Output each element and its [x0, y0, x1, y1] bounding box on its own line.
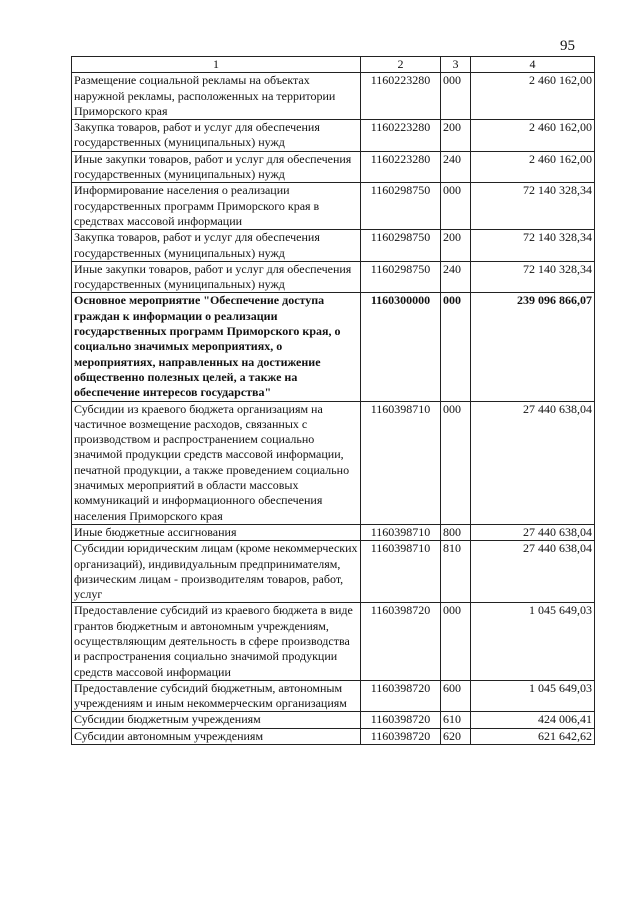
row-target-code: 1160398710	[361, 524, 441, 540]
row-expense-type: 620	[441, 728, 471, 744]
row-target-code: 1160398720	[361, 728, 441, 744]
row-description: Предоставление субсидий бюджетным, автономным учреждениям и иным некоммерческим организациям	[72, 680, 361, 712]
row-expense-type: 000	[441, 293, 471, 401]
row-expense-type: 200	[441, 230, 471, 262]
row-expense-type: 200	[441, 120, 471, 152]
row-target-code: 1160398720	[361, 680, 441, 712]
row-target-code: 1160398710	[361, 401, 441, 524]
row-amount: 424 006,41	[471, 712, 595, 728]
row-expense-type: 000	[441, 183, 471, 230]
row-amount: 27 440 638,04	[471, 401, 595, 524]
row-description: Субсидии из краевого бюджета организациям на частичное возмещение расходов, связанных с производством и распространением социально значимой продукции средств массовой информации, печатной продукции, а также проведением социально значимых мероприятий в области массовых коммуникаций и информационного обеспечения населения Приморского края	[72, 401, 361, 524]
table-row	[72, 401, 595, 524]
row-description: Субсидии автономным учреждениям	[72, 728, 361, 744]
row-description: Субсидии юридическим лицам (кроме некоммерческих организаций), индивидуальным предпринимателям, физическим лицам - производителям товаров, работ, услуг	[72, 541, 361, 603]
row-expense-type: 000	[441, 603, 471, 680]
column-header-1: 1	[72, 57, 361, 73]
row-expense-type: 000	[441, 73, 471, 120]
table-row	[72, 230, 595, 262]
row-description: Закупка товаров, работ и услуг для обеспечения государственных (муниципальных) нужд	[72, 230, 361, 262]
table-row	[72, 603, 595, 680]
table-header-row	[72, 57, 595, 73]
row-amount: 72 140 328,34	[471, 261, 595, 293]
table-row	[72, 541, 595, 603]
row-target-code: 1160223280	[361, 151, 441, 183]
column-header-2: 2	[361, 57, 441, 73]
row-target-code: 1160300000	[361, 293, 441, 401]
table-row	[72, 680, 595, 712]
row-expense-type: 240	[441, 261, 471, 293]
row-amount: 27 440 638,04	[471, 524, 595, 540]
row-amount: 239 096 866,07	[471, 293, 595, 401]
budget-table	[71, 56, 595, 745]
table-row	[72, 183, 595, 230]
row-description: Иные бюджетные ассигнования	[72, 524, 361, 540]
row-amount: 1 045 649,03	[471, 603, 595, 680]
row-description: Размещение социальной рекламы на объектах наружной рекламы, расположенных на территории Приморского края	[72, 73, 361, 120]
table-row	[72, 728, 595, 744]
row-amount: 1 045 649,03	[471, 680, 595, 712]
row-target-code: 1160298750	[361, 183, 441, 230]
column-header-3: 3	[441, 57, 471, 73]
row-expense-type: 810	[441, 541, 471, 603]
row-target-code: 1160223280	[361, 73, 441, 120]
row-description: Основное мероприятие "Обеспечение доступа граждан к информации о реализации государственных программ Приморского края, о социально значимых мероприятиях, о мероприятиях, направленных на достижение общественно полезных целей, а также на обеспечение интересов государства"	[72, 293, 361, 401]
row-description: Предоставление субсидий из краевого бюджета в виде грантов бюджетным и автономным учреждениям, осуществляющим деятельность в сфере производства и распространения социально значимой продукции средств массовой информации	[72, 603, 361, 680]
row-target-code: 1160223280	[361, 120, 441, 152]
table-row	[72, 293, 595, 401]
row-description: Закупка товаров, работ и услуг для обеспечения государственных (муниципальных) нужд	[72, 120, 361, 152]
row-amount: 27 440 638,04	[471, 541, 595, 603]
column-header-4: 4	[471, 57, 595, 73]
row-description: Субсидии бюджетным учреждениям	[72, 712, 361, 728]
row-expense-type: 000	[441, 401, 471, 524]
row-expense-type: 240	[441, 151, 471, 183]
row-expense-type: 600	[441, 680, 471, 712]
row-target-code: 1160298750	[361, 230, 441, 262]
row-amount: 72 140 328,34	[471, 230, 595, 262]
row-description: Иные закупки товаров, работ и услуг для обеспечения государственных (муниципальных) нужд	[72, 261, 361, 293]
row-target-code: 1160398720	[361, 712, 441, 728]
row-expense-type: 800	[441, 524, 471, 540]
table-row	[72, 151, 595, 183]
row-expense-type: 610	[441, 712, 471, 728]
table-row	[72, 524, 595, 540]
row-target-code: 1160298750	[361, 261, 441, 293]
row-amount: 2 460 162,00	[471, 120, 595, 152]
row-amount: 2 460 162,00	[471, 151, 595, 183]
row-target-code: 1160398710	[361, 541, 441, 603]
table-row	[72, 73, 595, 120]
table-row	[72, 120, 595, 152]
table-row	[72, 712, 595, 728]
row-description: Информирование населения о реализации государственных программ Приморского края в средствах массовой информации	[72, 183, 361, 230]
table-row	[72, 261, 595, 293]
row-amount: 72 140 328,34	[471, 183, 595, 230]
row-target-code: 1160398720	[361, 603, 441, 680]
page-number: 95	[560, 38, 575, 54]
row-amount: 621 642,62	[471, 728, 595, 744]
table-body	[72, 73, 595, 745]
row-description: Иные закупки товаров, работ и услуг для обеспечения государственных (муниципальных) нужд	[72, 151, 361, 183]
row-amount: 2 460 162,00	[471, 73, 595, 120]
